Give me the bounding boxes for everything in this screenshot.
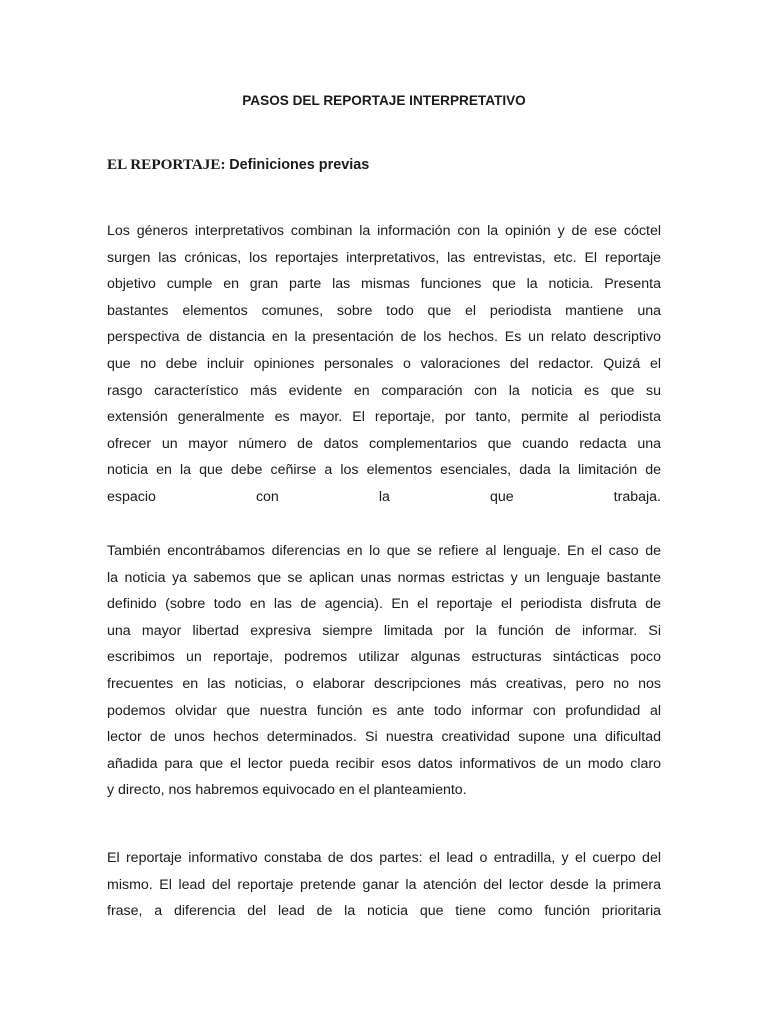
paragraph-line: El reportaje informativo constaba de dos partes: el lead o entradilla, y el cuerpo del — [107, 850, 661, 866]
paragraph-line: podemos olvidar que nuestra función es ante todo informar con profundidad al — [107, 702, 661, 719]
paragraph-line: lector de unos hechos determinados. Si nuestra creatividad supone una dificultad — [107, 729, 661, 746]
paragraph-3 — [107, 845, 661, 925]
paragraph-line: Los géneros interpretativos combinan la información con la opinión y de ese cóctel — [107, 223, 661, 239]
paragraph-line: añadida para que el lector pueda recibir esos datos informativos de un modo claro — [107, 755, 661, 772]
paragraph-line: escribimos un reportaje, podremos utilizar algunas estructuras sintácticas poco — [107, 649, 661, 666]
section-heading-label: EL REPORTAJE: — [107, 156, 226, 173]
paragraph-line: bastantes elementos comunes, sobre todo que el periodista mantiene una — [107, 302, 661, 319]
paragraph-line: y directo, nos habremos equivocado en el planteamiento. — [107, 782, 467, 799]
paragraph-line: la noticia ya sabemos que se aplican unas normas estrictas y un lenguaje bastante — [107, 569, 661, 586]
paragraph-line: frecuentes en las noticias, o elaborar descripciones más creativas, pero no nos — [107, 675, 661, 692]
section-heading — [107, 155, 369, 175]
paragraph-line: ofrecer un mayor número de datos complementarios que cuando redacta una — [107, 435, 661, 452]
paragraph-line: mismo. El lead del reportaje pretende ganar la atención del lector desde la primera — [107, 876, 661, 893]
section-heading-subtitle: Definiciones previas — [229, 157, 370, 173]
paragraph-1 — [107, 218, 661, 511]
paragraph-2 — [107, 538, 661, 804]
paragraph-line: extensión generalmente es mayor. El reportaje, por tanto, permite al periodista — [107, 409, 661, 426]
paragraph-line: definido (sobre todo en las de agencia). En el reportaje el periodista disfruta de — [107, 596, 661, 613]
paragraph-line: objetivo cumple en gran parte las mismas funciones que la noticia. Presenta — [107, 276, 661, 293]
paragraph-line: perspectiva de distancia en la presentación de los hechos. Es un relato descriptivo — [107, 329, 661, 346]
paragraph-line: También encontrábamos diferencias en lo que se refiere al lenguaje. En el caso de — [107, 543, 661, 559]
paragraph-line: frase, a diferencia del lead de la noticia que tiene como función prioritaria — [107, 903, 661, 920]
paragraph-line: rasgo característico más evidente en comparación con la noticia es que su — [107, 382, 661, 399]
paragraph-line: que no debe incluir opiniones personales o valoraciones del redactor. Quizá el — [107, 355, 661, 372]
paragraph-line: surgen las crónicas, los reportajes interpretativos, las entrevistas, etc. El reportaje — [107, 249, 661, 266]
paragraph-line: noticia en la que debe ceñirse a los elementos esenciales, dada la limitación de — [107, 462, 661, 479]
document-title: PASOS DEL REPORTAJE INTERPRETATIVO — [242, 93, 526, 108]
paragraph-line: una mayor libertad expresiva siempre limitada por la función de informar. Si — [107, 622, 661, 639]
paragraph-line: espacio con la que trabaja. — [107, 488, 661, 505]
